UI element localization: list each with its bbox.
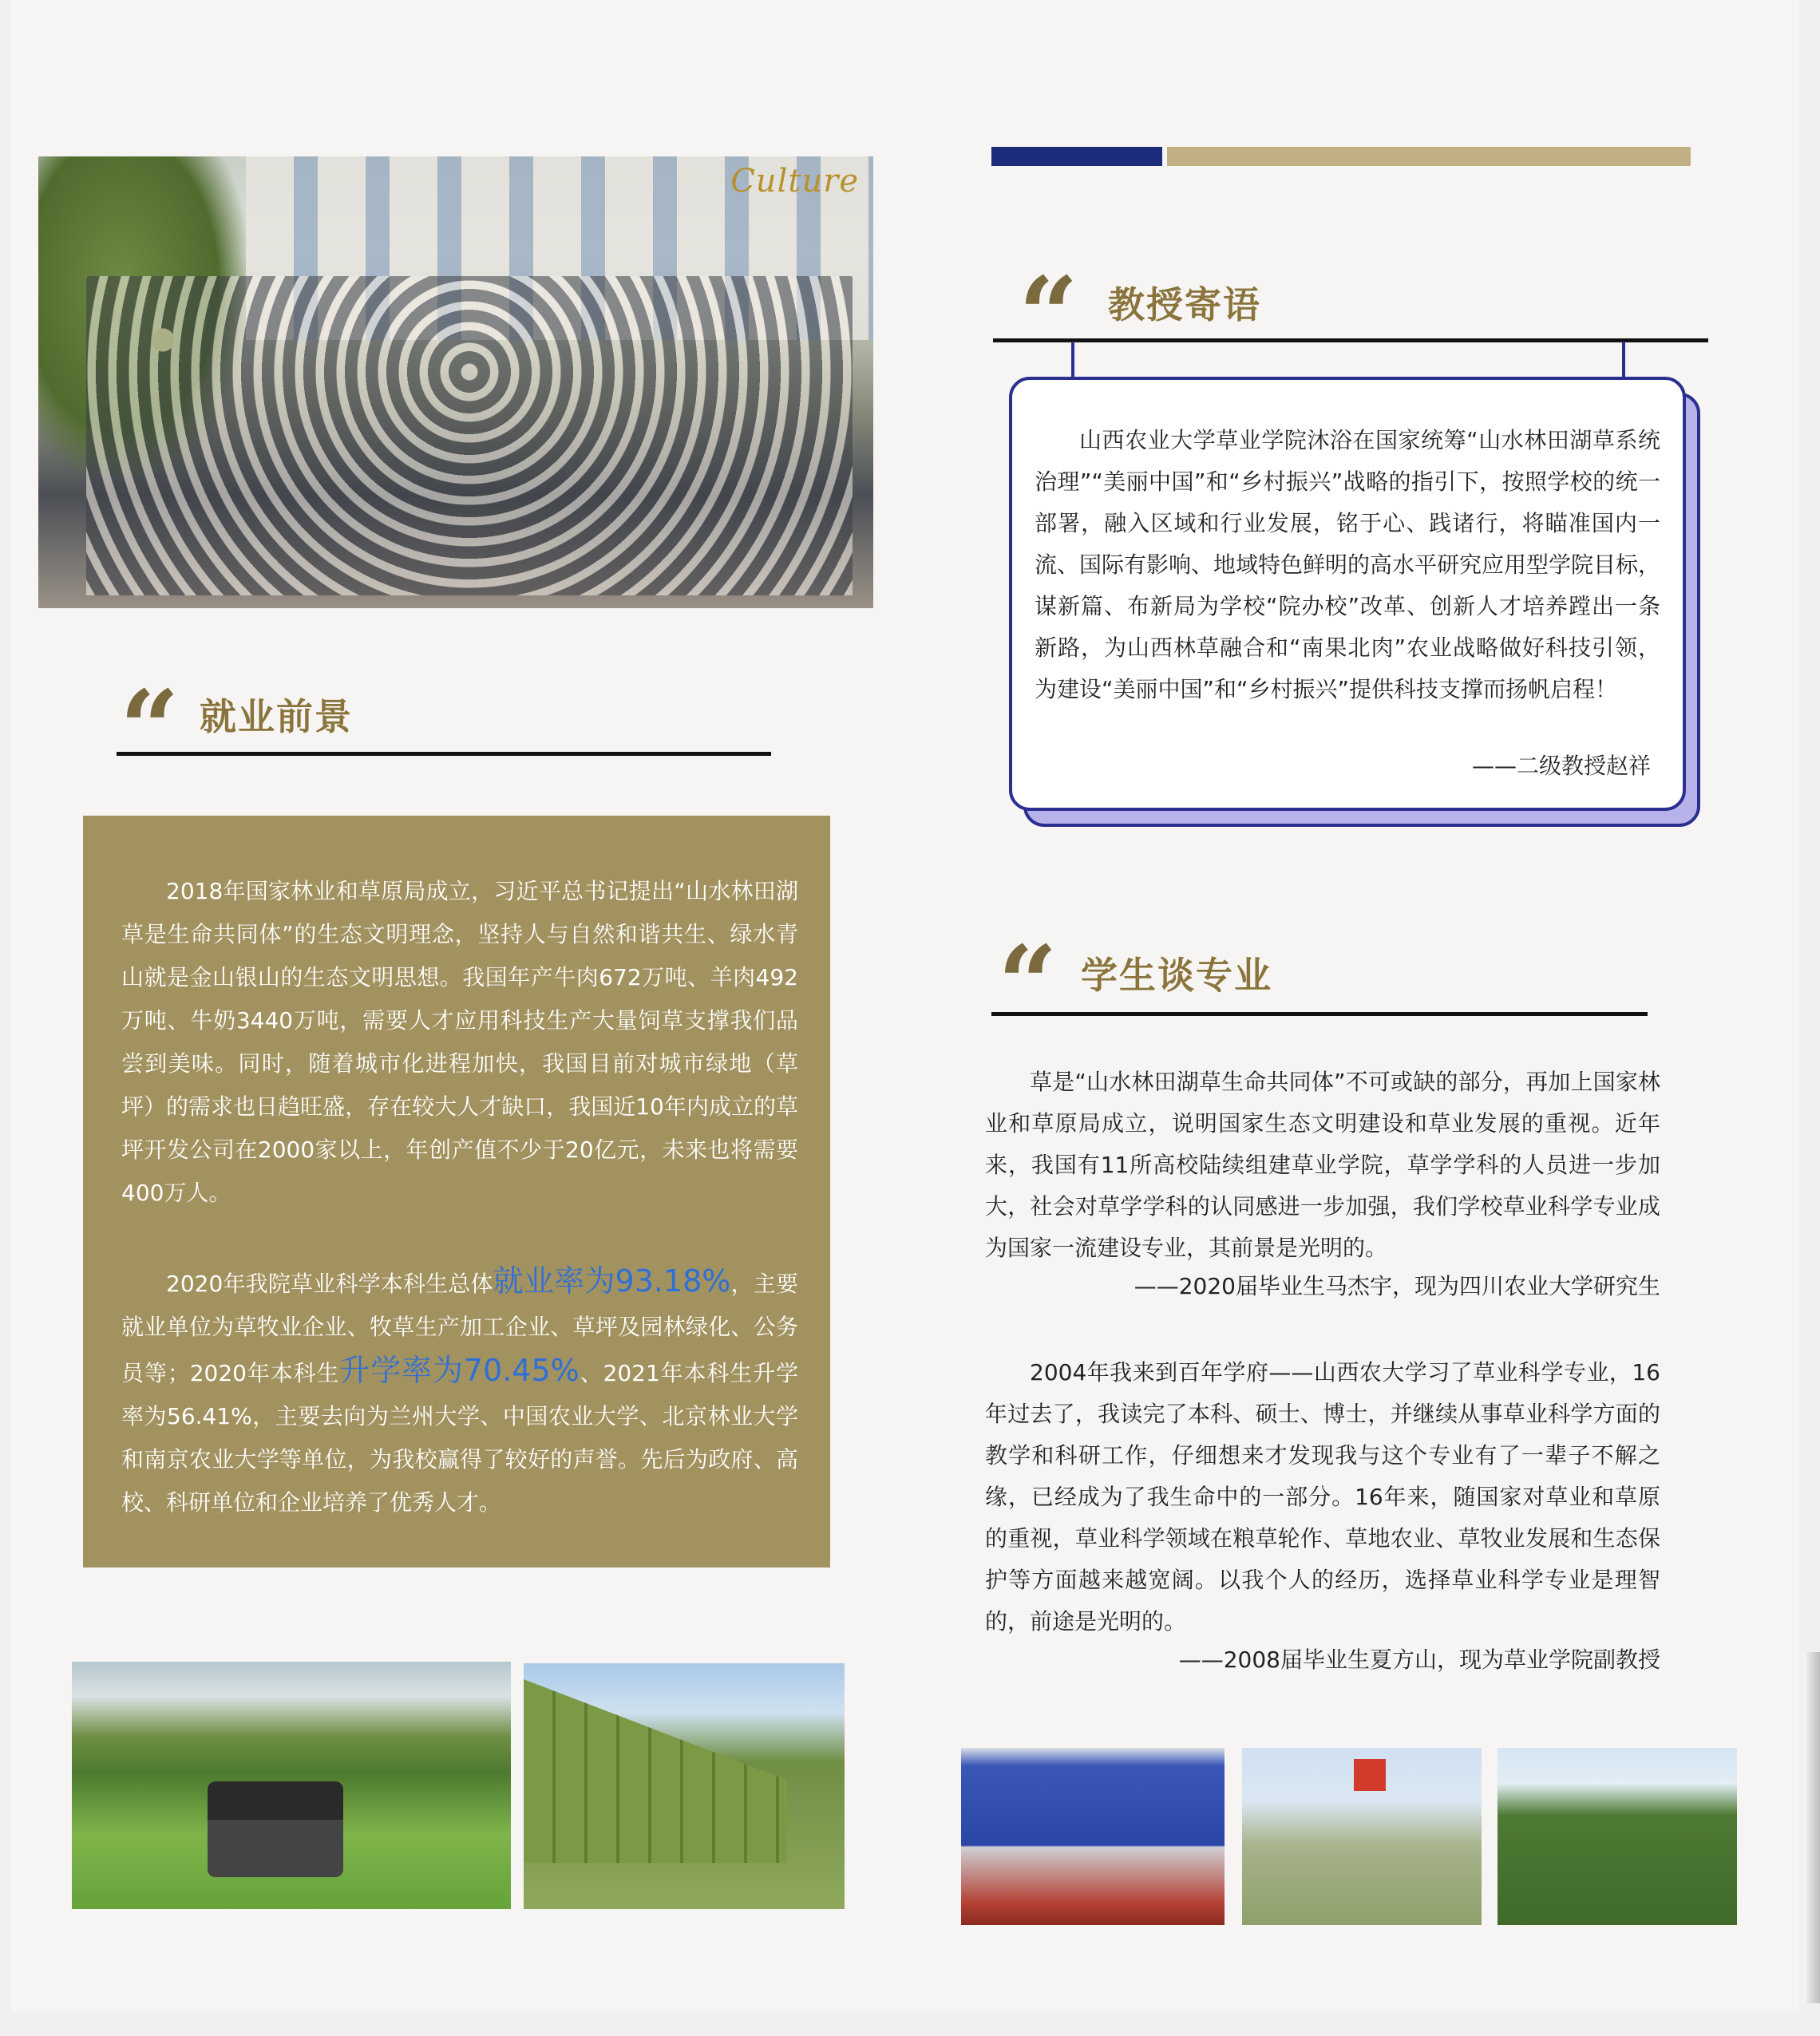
quote-mark-icon: “: [998, 932, 1058, 1004]
page-fold-edge: [1804, 1652, 1820, 2003]
professor-quote-text: 山西农业大学草业学院沐浴在国家统筹“山水林田湖草系统治理”“美丽中国”和“乡村振兴”战略的指引下，按照学校的统一部署，融入区域和行业发展，铭于心、践诸行，将瞄准国内一流、国际有影响、地域特色鲜明的高水平研究应用型学院目标，谋新篇、布新局为学校“院办校”改革、创新人才培养蹚出一条新路，为山西林草融合和“南果北肉”农业战略做好科技引领，为建设“美丽中国”和“乡村振兴”提供科技支撑而扬帆启程！: [1035, 427, 1661, 702]
science-event-photo: [961, 1748, 1225, 1925]
golf-course-photo: [72, 1662, 511, 1909]
professor-rule: [993, 338, 1708, 342]
students-heading: 学生谈专业: [1081, 954, 1272, 997]
quote-mark-icon: “: [1019, 263, 1078, 335]
professor-signature: ——二级教授赵祥: [1471, 753, 1651, 779]
tan-bar: [1167, 147, 1691, 166]
student-quote-1: 草是“山水林田湖草生命共同体”不可或缺的部分，再加上国家林业和草原局成立，说明国家生态文明建设和草业发展的重视。近年来，我国有11所高校陆续组建草业学院，草学学科的人员进一步加大，社会对草学学科的认同感进一步加强，我们学校草业科学专业成为国家一流建设专业，其前景是光明的。: [985, 1069, 1660, 1261]
professor-quote-card: [1009, 377, 1686, 811]
group-photo: [38, 156, 873, 608]
professor-heading: 教授寄语: [1108, 283, 1261, 326]
employment-paragraph-2: [121, 1259, 798, 1524]
students-rule: [991, 1012, 1648, 1016]
further-study-rate-highlight: 升学率为70.45%: [339, 1353, 580, 1388]
employment-rule: [117, 752, 771, 756]
student-quote-2: 2004年我来到百年学府——山西农大学习了草业科学专业，16年过去了，我读完了本科、硕士、博士，并继续从事草业科学方面的教学和科研工作，仔细想来才发现我与这个专业有了一辈子不解之缘，已经成为了我生命中的一部分。16年来，随国家对草业和草原的重视，草业科学领域在粮草轮作、草地农业、草牧业发展和生态保护等方面越来越宽阔。以我个人的经历，选择草业科学专业是理智的，前途是光明的。: [985, 1359, 1660, 1635]
quote-mark-icon: “: [120, 677, 180, 749]
red-flag: [1354, 1759, 1386, 1791]
para2-text-c: 、2021年本科生升学率为56.41%，主要去向为兰州大学、中国农业大学、北京林业大学和南京农业大学等单位，为我校赢得了较好的声誉。先后为政府、高校、科研单位和企业培养了优秀人才。: [121, 1360, 798, 1516]
graduates-crowd: [86, 276, 853, 595]
field-trip-group-photo: [1242, 1748, 1482, 1925]
para2-text-b: ，主要就业单位为草牧业企业、牧草生产加工企业、草坪及园林绿化、公务员等；2020年本科生: [121, 1271, 798, 1386]
employment-paragraph-1: 2018年国家林业和草原局成立，习近平总书记提出“山水林田湖草是生命共同体”的生态文明理念，坚持人与自然和谐共生、绿水青山就是金山银山的生态文明思想。我国年产牛肉672万吨、羊肉492万吨、牛奶3440万吨，需要人才应用科技生产大量饲草支撑我们品尝到美味。同时，随着城市化进程加快，我国目前对城市绿地（草坪）的需求也日趋旺盛，存在较大人才缺口，我国近10年内成立的草坪开发公司在2000家以上，年创产值不少于20亿元，未来也将需要400万人。: [121, 878, 798, 1206]
student-signature-1: ——2020届毕业生马杰宇，现为四川农业大学研究生: [1134, 1273, 1660, 1299]
hay-stack: [524, 1679, 787, 1863]
lawn-mower: [208, 1781, 343, 1877]
hay-bales-photo: [524, 1663, 845, 1909]
navy-bar: [991, 147, 1162, 166]
field-research-photo: [1498, 1748, 1737, 1925]
student-signature-2: ——2008届毕业生夏方山，现为草业学院副教授: [1178, 1647, 1660, 1673]
para2-text-a: 2020年我院草业科学本科生总体: [166, 1271, 493, 1297]
building-sign: Culture: [730, 163, 859, 200]
employment-box: [83, 816, 830, 1568]
employment-heading: 就业前景: [200, 695, 353, 738]
employment-rate-highlight: 就业率为93.18%: [493, 1263, 731, 1299]
